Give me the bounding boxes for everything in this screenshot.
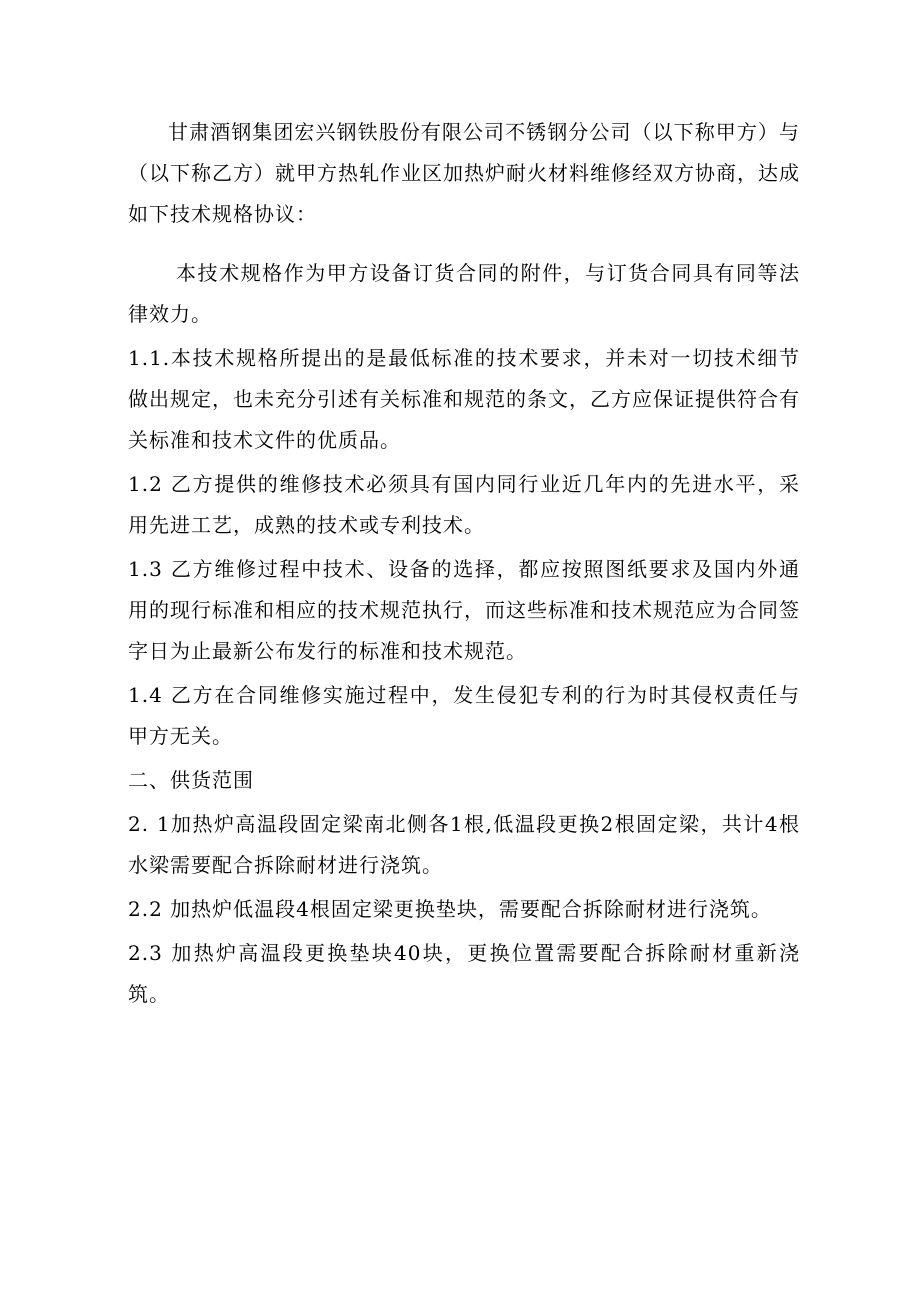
clause-1-4: 1.4 乙方在合同维修实施过程中，发生侵犯专利的行为时其侵权责任与甲方无关。	[128, 683, 800, 748]
section-2-heading: 二、供货范围	[128, 768, 254, 792]
clause-1-2: 1.2 乙方提供的维修技术必须具有国内同行业近几年内的先进水平，采用先进工艺，成熟的技术或专利技术。	[128, 472, 800, 537]
intro-paragraph: 甘肃酒钢集团宏兴钢铁股份有限公司不锈钢分公司（以下称甲方）与（以下称乙方）就甲方热轧作业区加热炉耐火材料维修经双方协商，达成如下技术规格协议：	[128, 120, 800, 226]
preamble-paragraph: 本技术规格作为甲方设备订货合同的附件，与订货合同具有同等法律效力。	[128, 261, 800, 326]
clause-1-1: 1.1.本技术规格所提出的是最低标准的技术要求，并未对一切技术细节做出规定，也未充分引述有关标准和规范的条文，乙方应保证提供符合有关标准和技术文件的优质品。	[128, 346, 800, 452]
clause-1-3: 1.3 乙方维修过程中技术、设备的选择，都应按照图纸要求及国内外通用的现行标准和相应的技术规范执行，而这些标准和技术规范应为合同签字日为止最新公布发行的标准和技术规范。	[128, 557, 800, 663]
item-2-3: 2.3 加热炉高温段更换垫块40块，更换位置需要配合拆除耐材重新浇筑。	[128, 941, 800, 1006]
document-body	[128, 112, 800, 1015]
item-2-1: 2. 1加热炉高温段固定梁南北侧各1根,低温段更换2根固定梁，共计4根水梁需要配合拆除耐材进行浇筑。	[128, 812, 800, 877]
item-2-2: 2.2 加热炉低温段4根固定梁更换垫块，需要配合拆除耐材进行浇筑。	[128, 897, 772, 921]
